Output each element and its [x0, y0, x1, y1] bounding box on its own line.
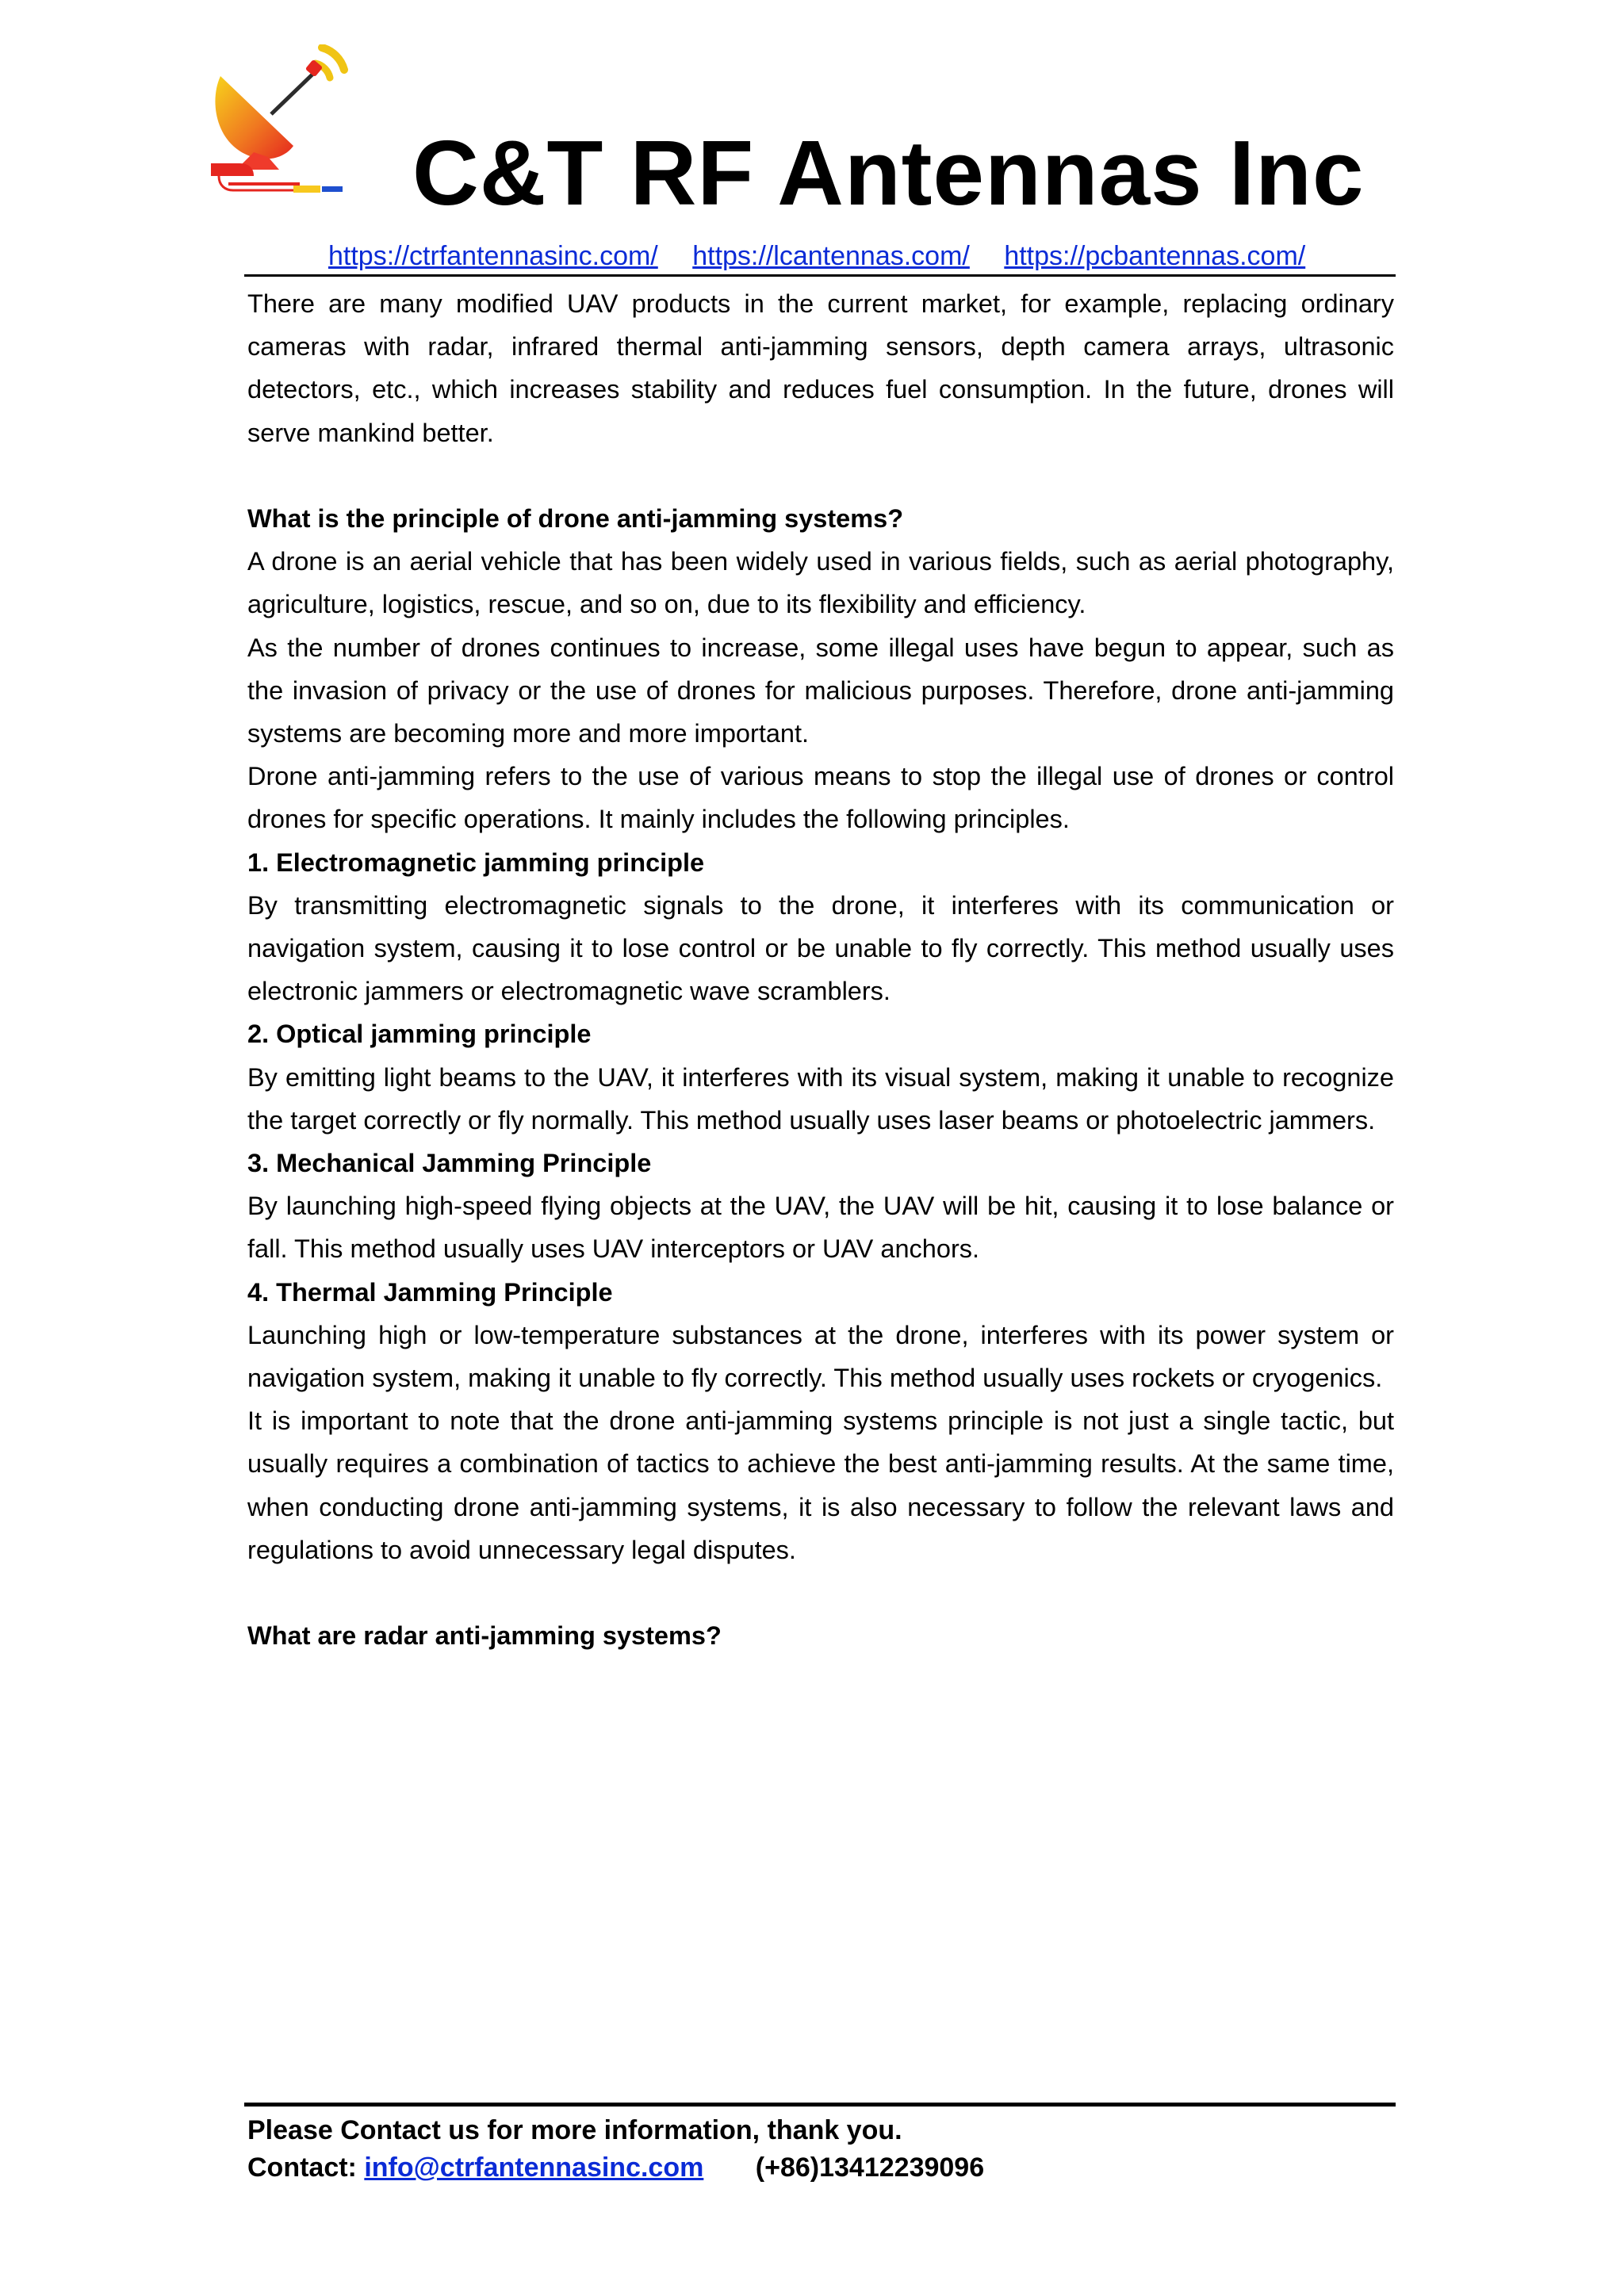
footer-divider	[244, 2103, 1396, 2107]
company-name: C&T RF Antennas Inc	[412, 121, 1365, 224]
website-links	[328, 241, 1332, 272]
subheading-optical: 2. Optical jamming principle	[247, 1020, 592, 1049]
paragraph: By transmitting electromagnetic signals to the drone, it interferes with its communication or navigation system, causing it to lose control or be unable to fly correctly. This method usually uses electronic jammers or electromagnetic wave scramblers.	[247, 890, 1394, 1006]
email-link[interactable]: info@ctrfantennasinc.com	[364, 2152, 704, 2183]
intro-paragraph: There are many modified UAV products in the current market, for example, replacing ordinary cameras with radar, infrared thermal anti-jamming sensors, depth camera arrays, ultrasonic detectors, etc., which increases stability and reduces fuel consumption. In the future, drones will serve mankind better.	[247, 289, 1394, 447]
section-heading-radar: What are radar anti-jamming systems?	[247, 1621, 722, 1651]
paragraph: Launching high or low-temperature substances at the drone, interferes with its power system or navigation system, making it unable to fly correctly. This method usually uses rockets or cryogenics.	[247, 1320, 1394, 1393]
spacer	[247, 454, 1394, 497]
section-heading-principle: What is the principle of drone anti-jamming systems?	[247, 504, 904, 533]
phone-number: (+86)13412239096	[755, 2152, 985, 2183]
paragraph: By launching high-speed flying objects at the UAV, the UAV will be hit, causing it to lose balance or fall. This method usually uses UAV interceptors or UAV anchors.	[247, 1192, 1394, 1264]
article-body	[247, 282, 1394, 1657]
contact-line	[247, 2149, 984, 2187]
subheading-thermal: 4. Thermal Jamming Principle	[247, 1277, 613, 1307]
link-pcbantennas[interactable]: https://pcbantennas.com/	[1004, 241, 1306, 271]
spacer	[247, 1571, 1394, 1614]
satellite-dish-icon	[205, 44, 350, 200]
paragraph: A drone is an aerial vehicle that has been widely used in various fields, such as aerial photography, agriculture, logistics, rescue, and so on, due to its flexibility and efficiency.	[247, 547, 1394, 619]
link-lcantennas[interactable]: https://lcantennas.com/	[692, 241, 970, 271]
contact-label: Contact:	[247, 2152, 357, 2183]
link-ctrfantennasinc[interactable]: https://ctrfantennasinc.com/	[328, 241, 658, 271]
paragraph: As the number of drones continues to increase, some illegal uses have begun to appear, such as the invasion of privacy or the use of drones for malicious purposes. Therefore, drone anti-jamming systems are becoming more and more important.	[247, 633, 1394, 748]
contact-prompt: Please Contact us for more information, thank you.	[247, 2115, 902, 2145]
conclusion-paragraph: It is important to note that the drone anti-jamming systems principle is not just a single tactic, but usually requires a combination of tactics to achieve the best anti-jamming results. At the same time, when conducting drone anti-jamming systems, it is also necessary to follow the relevant laws and regulations to avoid unnecessary legal disputes.	[247, 1406, 1394, 1564]
paragraph: Drone anti-jamming refers to the use of various means to stop the illegal use of drones or control drones for specific operations. It mainly includes the following principles.	[247, 762, 1394, 834]
footer	[247, 2112, 984, 2187]
subheading-electromagnetic: 1. Electromagnetic jamming principle	[247, 848, 705, 877]
paragraph: By emitting light beams to the UAV, it interferes with its visual system, making it unable to recognize the target correctly or fly normally. This method usually uses laser beams or photoelectric jammers.	[247, 1062, 1394, 1135]
header-divider	[244, 274, 1396, 277]
subheading-mechanical: 3. Mechanical Jamming Principle	[247, 1149, 652, 1178]
